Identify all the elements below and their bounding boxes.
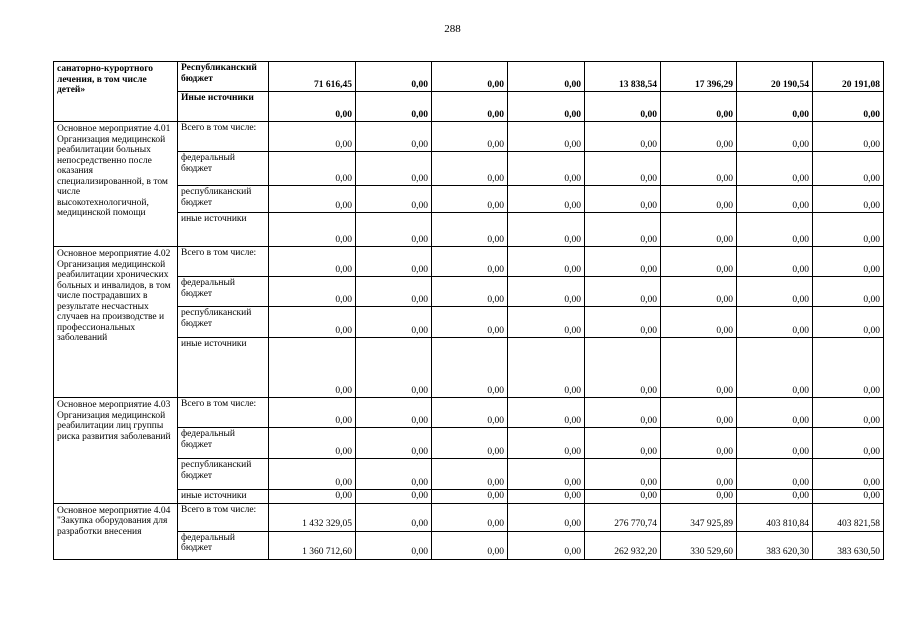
value-cell: 0,00 [269, 277, 356, 307]
value-cell: 0,00 [432, 186, 508, 213]
page-number: 288 [444, 23, 461, 35]
value-cell: 0,00 [661, 338, 737, 398]
funding-source-cell: иные источники [178, 490, 269, 504]
value-cell: 0,00 [813, 428, 884, 459]
value-cell: 0,00 [585, 307, 661, 338]
value-cell: 0,00 [356, 186, 432, 213]
value-cell: 13 838,54 [585, 62, 661, 92]
value-cell: 0,00 [508, 62, 585, 92]
value-cell: 0,00 [508, 398, 585, 428]
value-cell: 0,00 [585, 213, 661, 247]
value-cell: 0,00 [508, 247, 585, 277]
value-cell: 0,00 [661, 398, 737, 428]
value-cell: 0,00 [585, 490, 661, 504]
value-cell: 0,00 [661, 277, 737, 307]
value-cell: 0,00 [508, 490, 585, 504]
value-cell: 0,00 [585, 122, 661, 152]
value-cell: 71 616,45 [269, 62, 356, 92]
value-cell: 0,00 [813, 152, 884, 186]
value-cell: 0,00 [508, 338, 585, 398]
value-cell: 0,00 [432, 503, 508, 531]
value-cell: 0,00 [269, 92, 356, 122]
value-cell: 0,00 [432, 213, 508, 247]
value-cell: 403 821,58 [813, 503, 884, 531]
value-cell: 0,00 [661, 428, 737, 459]
value-cell: 0,00 [508, 92, 585, 122]
value-cell: 0,00 [356, 490, 432, 504]
value-cell: 0,00 [661, 186, 737, 213]
value-cell: 0,00 [269, 338, 356, 398]
funding-source-cell: иные источники [178, 213, 269, 247]
value-cell: 0,00 [737, 428, 813, 459]
value-cell: 0,00 [737, 459, 813, 490]
value-cell: 0,00 [737, 307, 813, 338]
value-cell: 0,00 [661, 247, 737, 277]
value-cell: 0,00 [432, 338, 508, 398]
funding-source-cell: иные источники [178, 338, 269, 398]
table-row [54, 531, 884, 559]
value-cell: 0,00 [432, 122, 508, 152]
value-cell: 0,00 [356, 247, 432, 277]
value-cell: 276 770,74 [585, 503, 661, 531]
value-cell: 0,00 [813, 92, 884, 122]
value-cell: 0,00 [356, 338, 432, 398]
value-cell: 0,00 [813, 398, 884, 428]
table-row [54, 503, 884, 531]
value-cell: 20 191,08 [813, 62, 884, 92]
table-row [54, 122, 884, 152]
value-cell: 0,00 [508, 428, 585, 459]
value-cell: 0,00 [432, 62, 508, 92]
value-cell: 0,00 [737, 338, 813, 398]
value-cell: 0,00 [737, 490, 813, 504]
funding-source-cell: федеральный бюджет [178, 428, 269, 459]
funding-source-cell: республиканский бюджет [178, 459, 269, 490]
funding-source-cell: федеральный бюджет [178, 277, 269, 307]
value-cell: 262 932,20 [585, 531, 661, 559]
value-cell: 0,00 [508, 213, 585, 247]
table-row [54, 459, 884, 490]
value-cell: 0,00 [813, 490, 884, 504]
value-cell: 0,00 [356, 122, 432, 152]
value-cell: 0,00 [508, 307, 585, 338]
funding-source-cell: республиканский бюджет [178, 186, 269, 213]
value-cell: 0,00 [269, 213, 356, 247]
value-cell: 0,00 [737, 186, 813, 213]
value-cell: 0,00 [356, 459, 432, 490]
value-cell: 0,00 [661, 213, 737, 247]
value-cell: 0,00 [508, 531, 585, 559]
value-cell: 347 925,89 [661, 503, 737, 531]
value-cell: 0,00 [585, 338, 661, 398]
value-cell: 0,00 [585, 277, 661, 307]
table-row [54, 247, 884, 277]
value-cell: 0,00 [737, 213, 813, 247]
value-cell: 0,00 [269, 428, 356, 459]
value-cell: 0,00 [508, 186, 585, 213]
value-cell: 0,00 [432, 490, 508, 504]
value-cell: 0,00 [813, 186, 884, 213]
value-cell: 0,00 [356, 213, 432, 247]
value-cell: 0,00 [661, 92, 737, 122]
value-cell: 0,00 [661, 459, 737, 490]
value-cell: 0,00 [508, 277, 585, 307]
value-cell: 0,00 [585, 247, 661, 277]
value-cell: 0,00 [813, 122, 884, 152]
value-cell: 0,00 [585, 152, 661, 186]
value-cell: 0,00 [356, 428, 432, 459]
value-cell: 0,00 [813, 213, 884, 247]
value-cell: 0,00 [508, 503, 585, 531]
value-cell: 0,00 [813, 247, 884, 277]
funding-source-cell: федеральный бюджет [178, 531, 269, 559]
value-cell: 0,00 [269, 152, 356, 186]
value-cell: 0,00 [585, 92, 661, 122]
value-cell: 20 190,54 [737, 62, 813, 92]
value-cell: 0,00 [508, 152, 585, 186]
funding-source-cell: Всего в том числе: [178, 247, 269, 277]
value-cell: 0,00 [432, 277, 508, 307]
value-cell: 0,00 [737, 277, 813, 307]
program-cell: Основное мероприятие 4.04 "Закупка оборудования для разработки внесения [54, 503, 178, 559]
value-cell: 0,00 [737, 92, 813, 122]
value-cell: 0,00 [356, 398, 432, 428]
value-cell: 0,00 [356, 62, 432, 92]
value-cell: 0,00 [356, 277, 432, 307]
value-cell: 0,00 [432, 152, 508, 186]
value-cell: 0,00 [269, 490, 356, 504]
table-row [54, 62, 884, 92]
table-row [54, 490, 884, 504]
value-cell: 0,00 [432, 398, 508, 428]
funding-source-cell: федеральный бюджет [178, 152, 269, 186]
value-cell: 0,00 [585, 398, 661, 428]
value-cell: 0,00 [356, 531, 432, 559]
budget-table [53, 61, 884, 560]
program-cell: санаторно-курортного лечения, в том числе детей» [54, 62, 178, 122]
value-cell: 0,00 [432, 247, 508, 277]
table-row [54, 186, 884, 213]
value-cell: 0,00 [585, 459, 661, 490]
table-row [54, 307, 884, 338]
value-cell: 0,00 [356, 152, 432, 186]
value-cell: 0,00 [269, 122, 356, 152]
table-row [54, 428, 884, 459]
table-row [54, 338, 884, 398]
value-cell: 403 810,84 [737, 503, 813, 531]
value-cell: 0,00 [432, 459, 508, 490]
funding-source-cell: республиканский бюджет [178, 307, 269, 338]
value-cell: 0,00 [661, 490, 737, 504]
value-cell: 0,00 [813, 459, 884, 490]
value-cell: 330 529,60 [661, 531, 737, 559]
value-cell: 383 620,30 [737, 531, 813, 559]
value-cell: 0,00 [508, 459, 585, 490]
value-cell: 0,00 [585, 186, 661, 213]
value-cell: 0,00 [813, 338, 884, 398]
value-cell: 0,00 [269, 459, 356, 490]
value-cell: 0,00 [432, 92, 508, 122]
funding-source-cell: Иные источники [178, 92, 269, 122]
value-cell: 0,00 [356, 92, 432, 122]
value-cell: 0,00 [432, 428, 508, 459]
funding-source-cell: Всего в том числе: [178, 503, 269, 531]
funding-source-cell: Республиканский бюджет [178, 62, 269, 92]
funding-source-cell: Всего в том числе: [178, 122, 269, 152]
program-cell: Основное мероприятие 4.02 Организация медицинской реабилитации хронических больных и инвалидов, в том числе пострадавших в результате несчастных случаев на производстве и профессиональных заболеваний [54, 247, 178, 398]
program-cell: Основное мероприятие 4.01 Организация медицинской реабилитации больных непосредственно после оказания специализированной, в том числе высокотехнологичной, медицинской помощи [54, 122, 178, 247]
value-cell: 0,00 [813, 277, 884, 307]
value-cell: 1 360 712,60 [269, 531, 356, 559]
funding-source-cell: Всего в том числе: [178, 398, 269, 428]
value-cell: 1 432 329,05 [269, 503, 356, 531]
value-cell: 0,00 [356, 503, 432, 531]
value-cell: 0,00 [737, 122, 813, 152]
value-cell: 0,00 [269, 307, 356, 338]
value-cell: 0,00 [432, 307, 508, 338]
value-cell: 0,00 [269, 186, 356, 213]
value-cell: 0,00 [432, 531, 508, 559]
value-cell: 383 630,50 [813, 531, 884, 559]
value-cell: 0,00 [661, 152, 737, 186]
value-cell: 0,00 [269, 247, 356, 277]
table-row [54, 152, 884, 186]
value-cell: 0,00 [356, 307, 432, 338]
program-cell: Основное мероприятие 4.03 Организация медицинской реабилитации лиц группы риска развития заболеваний [54, 398, 178, 504]
value-cell: 0,00 [269, 398, 356, 428]
value-cell: 0,00 [813, 307, 884, 338]
value-cell: 0,00 [661, 307, 737, 338]
value-cell: 0,00 [737, 152, 813, 186]
table-row [54, 277, 884, 307]
table-row [54, 92, 884, 122]
value-cell: 0,00 [737, 247, 813, 277]
value-cell: 17 396,29 [661, 62, 737, 92]
table-row [54, 398, 884, 428]
value-cell: 0,00 [661, 122, 737, 152]
table-row [54, 213, 884, 247]
value-cell: 0,00 [585, 428, 661, 459]
value-cell: 0,00 [508, 122, 585, 152]
value-cell: 0,00 [737, 398, 813, 428]
